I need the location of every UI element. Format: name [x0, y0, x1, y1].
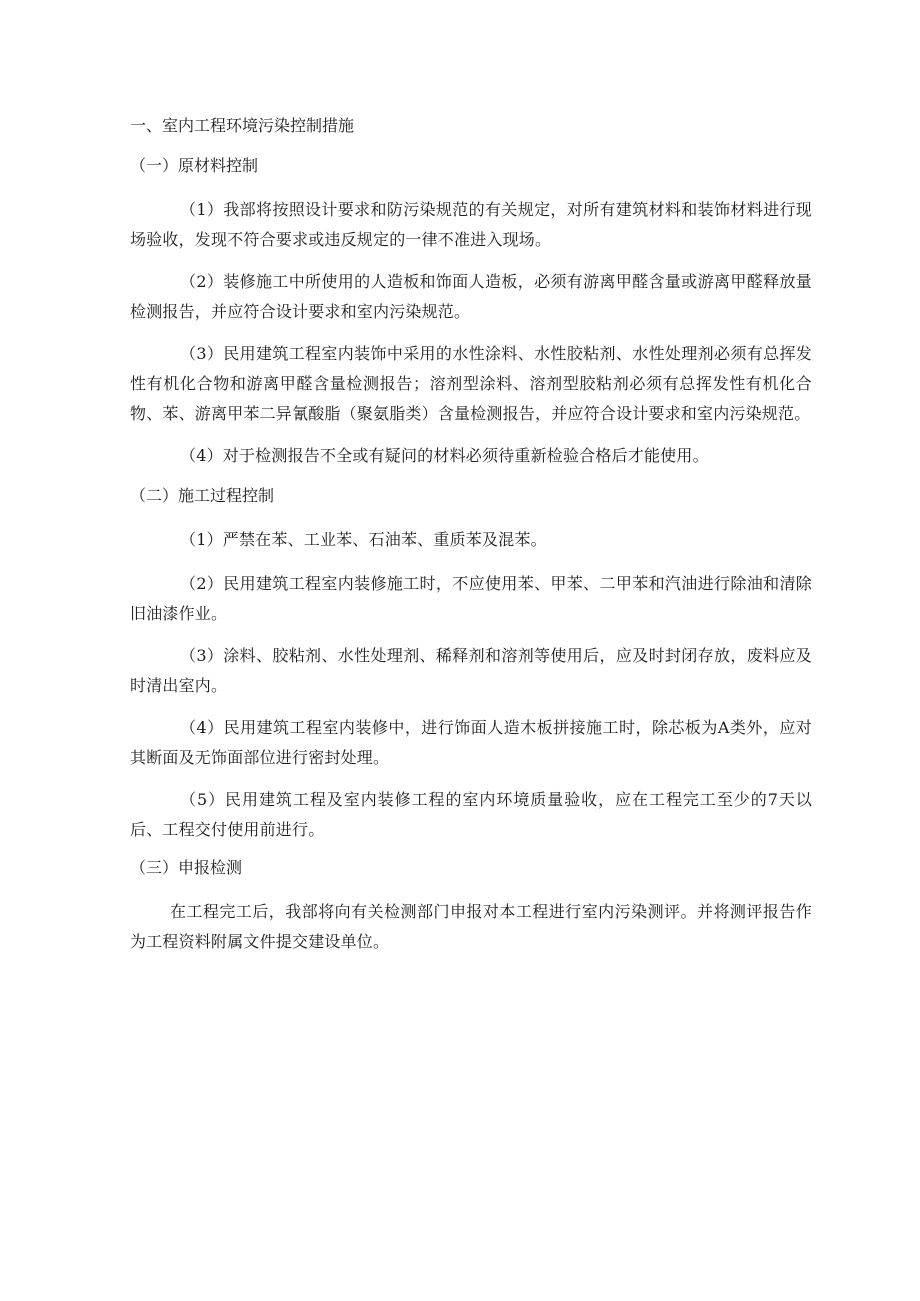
inspection-paragraph: 在工程完工后，我部将向有关检测部门申报对本工程进行室内污染测评。并将测评报告作为工程资料附属文件提交建设单位。	[130, 902, 812, 951]
materials-item-1: （1）我部将按照设计要求和防污染规范的有关规定，对所有建筑材料和装饰材料进行现场验收，发现不符合要求或违反规定的一律不准进入现场。	[130, 200, 812, 249]
materials-item-3: （3）民用建筑工程室内装饰中采用的水性涂料、水性胶粘剂、水性处理剂必须有总挥发性有机化合物和游离甲醛含量检测报告；溶剂型涂料、溶剂型胶粘剂必须有总挥发性有机化合物、苯、游离甲苯二异氰酸脂（聚氨脂类）含量检测报告，并应符合设计要求和室内污染规范。	[130, 344, 812, 423]
section-title: 一、室内工程环境污染控制措施	[130, 116, 355, 135]
construction-item-2: （2）民用建筑工程室内装修施工时，不应使用苯、甲苯、二甲苯和汽油进行除油和清除旧油漆作业。	[130, 574, 812, 623]
subsection-heading-construction: （二）施工过程控制	[130, 486, 275, 505]
subsection-heading-inspection: （三）申报检测	[130, 858, 243, 877]
materials-item-4: （4）对于检测报告不全或有疑问的材料必须待重新检验合格后才能使用。	[180, 446, 709, 465]
document-body	[130, 115, 812, 969]
subsection-heading-materials: （一）原材料控制	[130, 156, 259, 175]
construction-item-3: （3）涂料、胶粘剂、水性处理剂、稀释剂和溶剂等使用后，应及时封闭存放，废料应及时清出室内。	[130, 646, 812, 695]
construction-item-1: （1）严禁在苯、工业苯、石油苯、重质苯及混苯。	[180, 530, 547, 549]
construction-item-4: （4）民用建筑工程室内装修中，进行饰面人造木板拼接施工时，除芯板为A类外，应对其断面及无饰面部位进行密封处理。	[130, 718, 812, 767]
construction-item-5: （5）民用建筑工程及室内装修工程的室内环境质量验收，应在工程完工至少的7天以后、工程交付使用前进行。	[130, 790, 812, 839]
materials-item-2: （2）装修施工中所使用的人造板和饰面人造板，必须有游离甲醛含量或游离甲醛释放量检测报告，并应符合设计要求和室内污染规范。	[130, 272, 812, 321]
